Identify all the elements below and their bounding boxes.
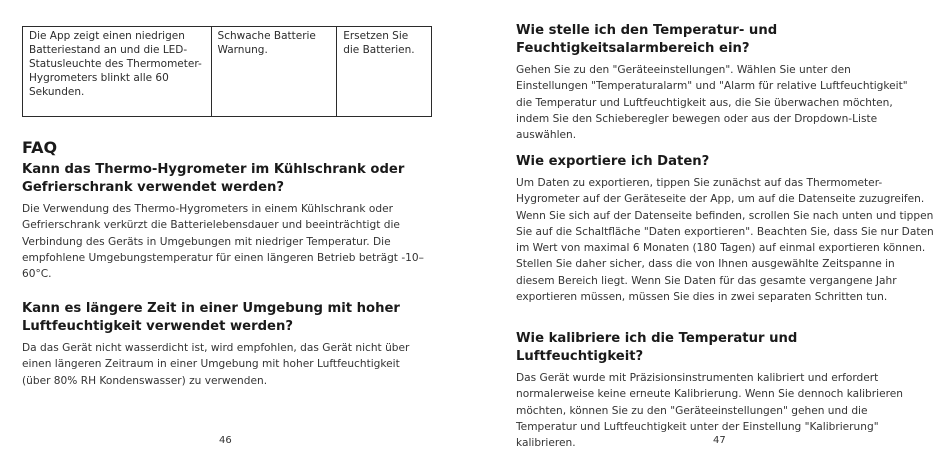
faq-answer: Das Gerät wurde mit Präzisionsinstrumenten kalibriert und erfordert normalerweise keine erneute Kalibrierung. Wenn Sie dennoch kalibrieren möchten, können Sie zu den "Geräteeinstellungen" gehen und die Temperatur und Luftfeuchtigkeit unter der Einstellung "Kalibrierung" kalibrieren. [516, 372, 903, 450]
faq-heading: FAQ [22, 138, 58, 157]
left-page [22, 0, 434, 455]
faq-item-alarm [516, 22, 916, 143]
page-number: 47 [713, 435, 726, 446]
right-page [516, 0, 934, 455]
table-cell-symptom: Die App zeigt einen niedrigen Batteriestand an und die LED-Statusleuchte des Thermometer-Hygrometers blinkt alle 60 Sekunden. [23, 27, 212, 117]
table-row [23, 27, 432, 117]
faq-question: Wie exportiere ich Daten? [516, 154, 710, 169]
troubleshooting-table [22, 26, 432, 117]
faq-item-calibrate [516, 330, 921, 451]
faq-item-export [516, 153, 934, 305]
faq-question: Wie kalibriere ich die Temperatur und Luftfeuchtigkeit? [516, 331, 798, 364]
table-cell-solution: Ersetzen Sie die Batterien. [337, 27, 432, 117]
faq-answer: Da das Gerät nicht wasserdicht ist, wird empfohlen, das Gerät nicht über einen längeren Zeitraum in einer Umgebung mit hoher Luftfeuchtigkeit (über 80% RH Kondenswasser) zu verwenden. [22, 342, 410, 387]
faq-question: Kann das Thermo-Hygrometer im Kühlschrank oder Gefrierschrank verwendet werden? [22, 162, 405, 195]
page-number: 46 [219, 435, 232, 446]
faq-question: Kann es längere Zeit in einer Umgebung mit hoher Luftfeuchtigkeit verwendet werden? [22, 301, 400, 334]
faq-item-fridge [22, 161, 427, 282]
faq-question: Wie stelle ich den Temperatur- und Feuchtigkeitsalarmbereich ein? [516, 23, 778, 56]
faq-answer: Gehen Sie zu den "Geräteeinstellungen". Wählen Sie unter den Einstellungen "Temperaturalarm" und "Alarm für relative Luftfeuchtigkeit" die Temperatur und Luftfeuchtigkeit aus, die Sie überwachen möchten, indem Sie den Schieberegler bewegen oder aus der Dropdown-Liste auswählen. [516, 64, 908, 142]
table-cell-cause: Schwache Batterie Warnung. [211, 27, 337, 117]
faq-item-humidity [22, 300, 427, 389]
faq-answer: Die Verwendung des Thermo-Hygrometers in einem Kühlschrank oder Gefrierschrank verkürzt die Batterielebensdauer und beeinträchtigt die Verbindung des Geräts in Umgebungen mit niedriger Temperatur. Die empfohlene Umgebungstemperatur für einen längeren Betrieb beträgt -10–60°C. [22, 203, 424, 281]
faq-answer: Um Daten zu exportieren, tippen Sie zunächst auf das Thermometer-Hygrometer auf der Geräteseite der App, um auf die Datenseite zuzugreifen. Wenn Sie sich auf der Datenseite befinden, scrollen Sie nach unten und tippen Sie auf die Schaltfläche "Daten exportieren". Beachten Sie, dass Sie nur Daten im Wert von maximal 6 Monaten (180 Tagen) auf einmal exportieren können. Stellen Sie daher sicher, dass die von Ihnen ausgewählte Zeitspanne in diesem Bereich liegt. Wenn Sie Daten für das gesamte vergangene Jahr exportieren müssen, müssen Sie dies in zwei separaten Schritten tun. [516, 177, 934, 304]
